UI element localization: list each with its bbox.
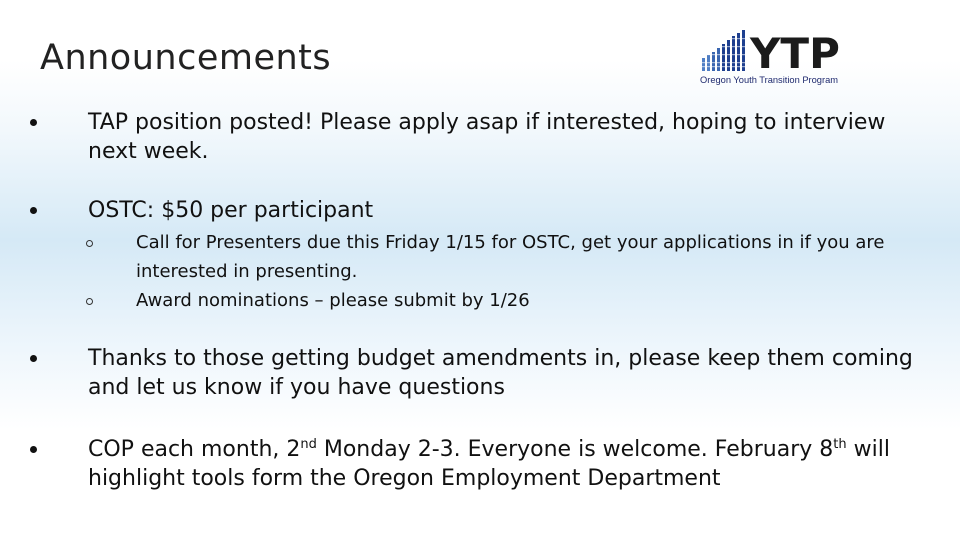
- bullet-dot-icon: [30, 207, 37, 214]
- bullet-dot-icon: [30, 355, 37, 362]
- logo-wordmark: YTP: [750, 29, 840, 78]
- ytp-logo: [698, 28, 868, 88]
- bullet-text: OSTC: $50 per participant: [88, 198, 374, 223]
- sub-bullet-circle-icon: [86, 298, 93, 305]
- logo-subtitle: Oregon Youth Transition Program: [700, 75, 838, 85]
- bullet-text-part: COP each month, 2: [88, 437, 301, 462]
- sub-bullet-item: [136, 228, 926, 286]
- bullet-item: [88, 344, 928, 402]
- sub-bullet-circle-icon: [86, 240, 93, 247]
- bullet-item: [88, 435, 928, 493]
- sub-bullet-text: Award nominations – please submit by 1/26: [136, 290, 530, 311]
- bullet-text: TAP position posted! Please apply asap if interested, hoping to interview next week.: [88, 110, 886, 164]
- sub-bullet-text: Call for Presenters due this Friday 1/15 for OSTC, get your applications in if you are interested in presenting.: [136, 232, 885, 282]
- ordinal-suffix: nd: [300, 437, 317, 452]
- bullet-item: [88, 196, 928, 225]
- sub-bullet-item: [136, 286, 926, 315]
- bullet-text: Thanks to those getting budget amendments in, please keep them coming and let us know if you have questions: [88, 346, 913, 400]
- bullet-text-part: will highlight tools form the Oregon Employment Department: [88, 437, 890, 491]
- ordinal-suffix: th: [833, 437, 847, 452]
- bar-chart-icon: [702, 30, 745, 71]
- bullet-dot-icon: [30, 446, 37, 453]
- slide-title: Announcements: [40, 38, 332, 78]
- bullet-item: [88, 108, 928, 166]
- bullet-dot-icon: [30, 119, 37, 126]
- bullet-text-part: Monday 2-3. Everyone is welcome. February 8: [316, 437, 834, 462]
